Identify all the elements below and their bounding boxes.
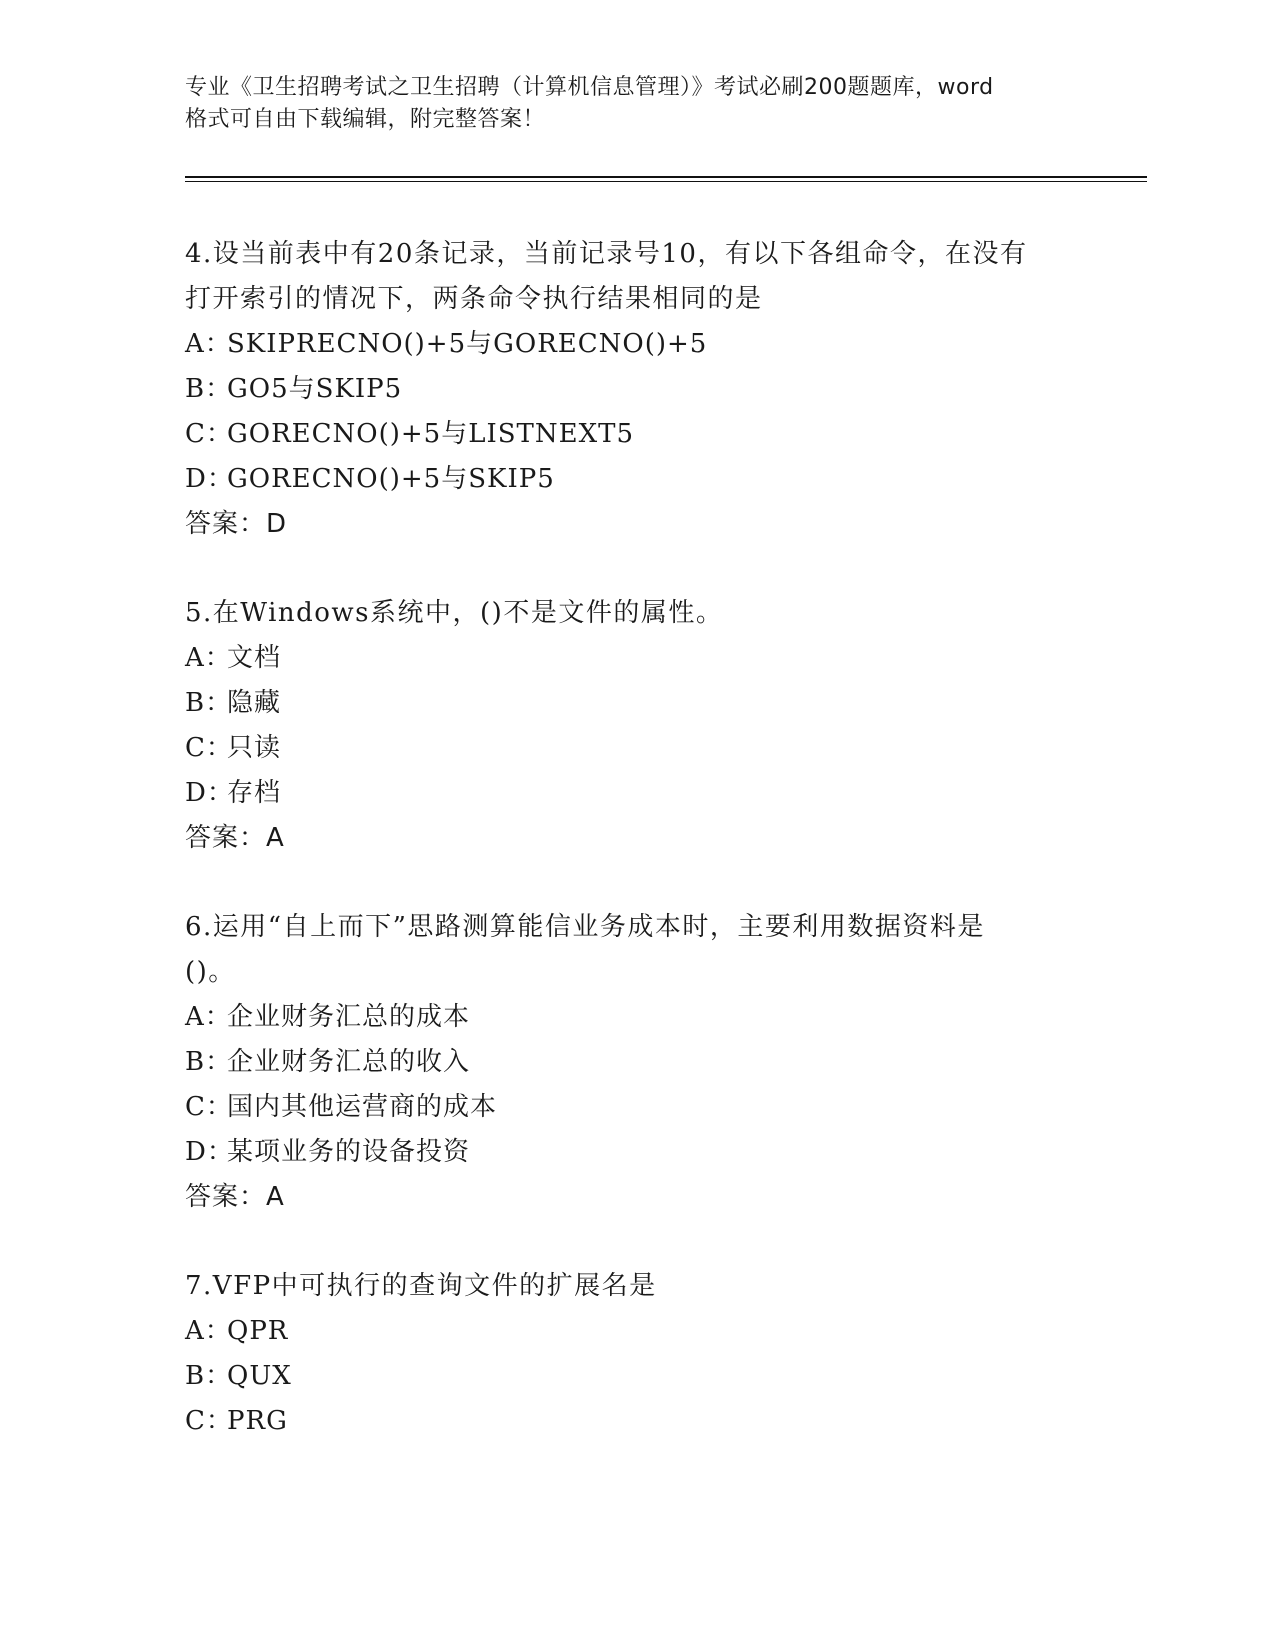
option-label: D： (185, 464, 234, 494)
option-text: 企业财务汇总的成本 (227, 1002, 471, 1032)
option-label: C： (185, 419, 233, 449)
answer-line: 答案：D (185, 509, 288, 539)
option-c (185, 412, 1085, 457)
option-text: QPR (227, 1316, 289, 1346)
header-divider-thin (185, 181, 1147, 182)
option-a (185, 322, 1085, 367)
option-label: B： (185, 374, 233, 404)
option-text: SKIPRECNO()+5与GORECNO()+5 (227, 329, 708, 359)
option-b (185, 681, 1085, 726)
option-d (185, 771, 1085, 816)
question-text-line: 打开索引的情况下，两条命令执行结果相同的是 (185, 284, 763, 314)
option-label: A： (185, 643, 232, 673)
question-item (185, 232, 1085, 547)
option-d (185, 1130, 1085, 1175)
question-text-line: 6.运用“自上而下”思路测算能信业务成本时，主要利用数据资料是 (185, 912, 985, 942)
header-divider-thick (185, 176, 1147, 178)
question-list (185, 232, 1085, 1488)
question-text-line: 5.在Windows系统中，()不是文件的属性。 (185, 598, 724, 628)
header-title-line-1: 专业《卫生招聘考试之卫生招聘（计算机信息管理）》考试必刷200题题库，word (185, 75, 994, 100)
question-item (185, 905, 1085, 1220)
option-text: GORECNO()+5与LISTNEXT5 (227, 419, 635, 449)
document-header (185, 72, 1085, 136)
option-label: D： (185, 1137, 234, 1167)
option-c (185, 1085, 1085, 1130)
option-c (185, 1399, 1085, 1444)
option-text: 企业财务汇总的收入 (227, 1047, 471, 1077)
option-label: B： (185, 1047, 233, 1077)
option-b (185, 367, 1085, 412)
option-label: A： (185, 1316, 232, 1346)
question-text-line: 7.VFP中可执行的查询文件的扩展名是 (185, 1271, 657, 1301)
option-label: B： (185, 688, 233, 718)
option-c (185, 726, 1085, 771)
answer-line: 答案：A (185, 1182, 285, 1212)
option-label: C： (185, 733, 233, 763)
option-label: C： (185, 1092, 233, 1122)
option-label: A： (185, 1002, 232, 1032)
option-label: A： (185, 329, 232, 359)
option-text: GO5与SKIP5 (227, 374, 403, 404)
question-text-line: 4.设当前表中有20条记录，当前记录号10，有以下各组命令，在没有 (185, 239, 1028, 269)
option-a (185, 995, 1085, 1040)
question-item (185, 1264, 1085, 1444)
header-title-line-2: 格式可自由下载编辑，附完整答案！ (185, 107, 546, 132)
option-b (185, 1354, 1085, 1399)
question-text-line: ()。 (185, 957, 236, 987)
option-text: 国内其他运营商的成本 (227, 1092, 498, 1122)
question-item (185, 591, 1085, 861)
option-a (185, 636, 1085, 681)
option-label: B： (185, 1361, 233, 1391)
option-a (185, 1309, 1085, 1354)
option-text: 只读 (227, 733, 282, 763)
option-text: 文档 (227, 643, 282, 673)
option-text: GORECNO()+5与SKIP5 (227, 464, 555, 494)
option-label: D： (185, 778, 234, 808)
option-text: 某项业务的设备投资 (227, 1137, 471, 1167)
answer-line: 答案：A (185, 823, 285, 853)
option-d (185, 457, 1085, 502)
option-b (185, 1040, 1085, 1085)
option-text: 隐藏 (227, 688, 282, 718)
option-text: QUX (227, 1361, 292, 1391)
option-text: PRG (227, 1406, 288, 1436)
option-text: 存档 (227, 778, 282, 808)
option-label: C： (185, 1406, 233, 1436)
